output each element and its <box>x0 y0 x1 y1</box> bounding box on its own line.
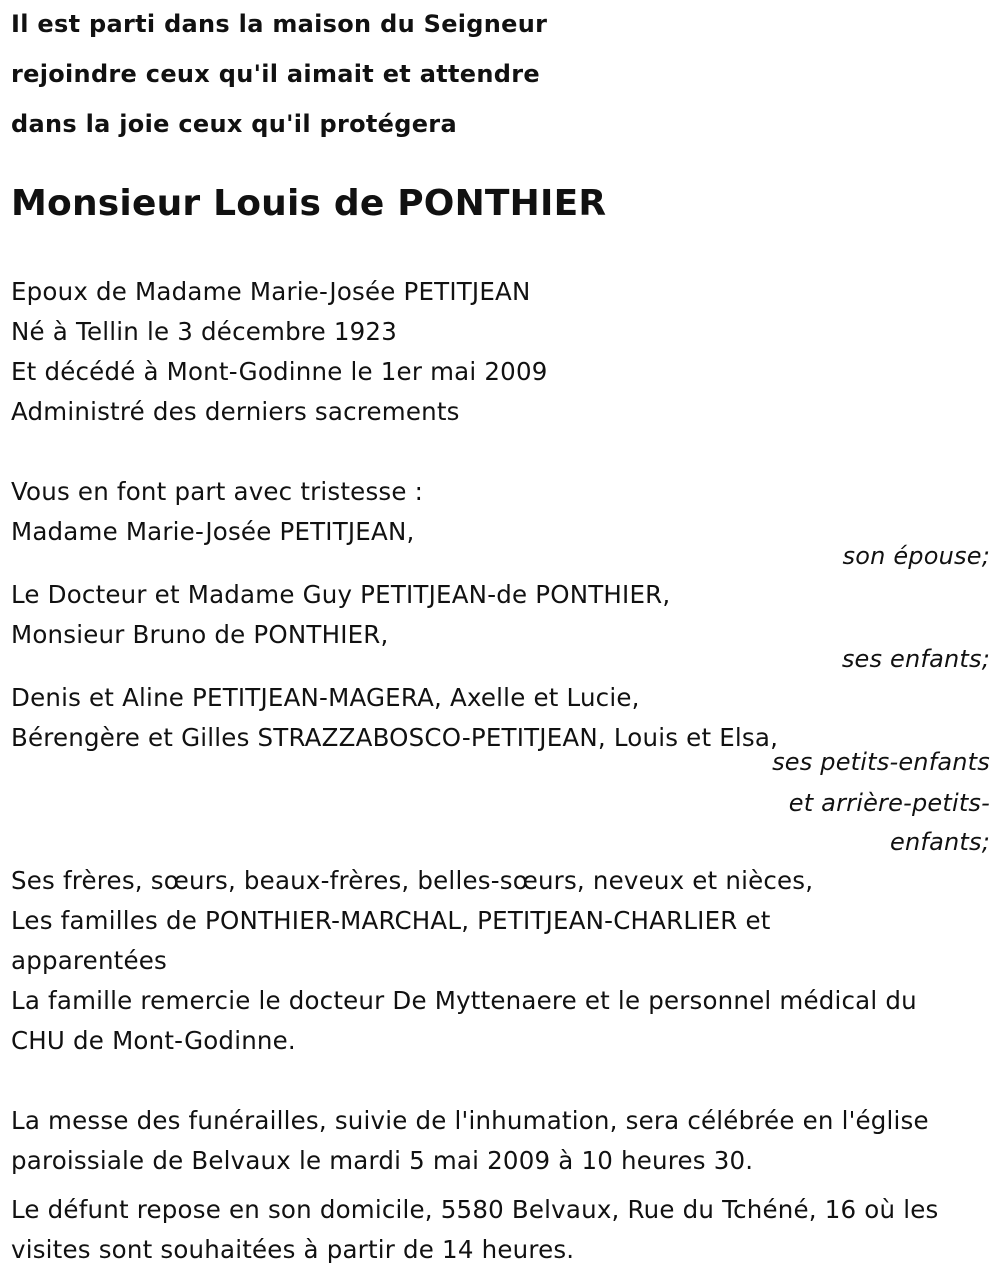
spouse-role: son épouse; <box>842 542 990 570</box>
visits-line-2: visites sont souhaitées à partir de 14 heures. <box>11 1235 575 1264</box>
grandchildren-role-line-3: enfants; <box>890 828 990 856</box>
spouse-name: Madame Marie-Josée PETITJEAN, <box>11 517 415 546</box>
info-line-sacraments: Administré des derniers sacrements <box>11 397 460 426</box>
child-name-1: Le Docteur et Madame Guy PETITJEAN-de PONTHIER, <box>11 580 671 609</box>
announcement-intro: Vous en font part avec tristesse : <box>11 477 424 506</box>
family-line-1: Ses frères, sœurs, beaux-frères, belles-sœurs, neveux et nièces, <box>11 866 814 895</box>
verse-line-2: rejoindre ceux qu'il aimait et attendre <box>11 60 540 88</box>
grandchildren-role-line-2: et arrière-petits- <box>788 789 990 817</box>
info-line-birth: Né à Tellin le 3 décembre 1923 <box>11 317 397 346</box>
verse-line-1: Il est parti dans la maison du Seigneur <box>11 10 548 38</box>
grandchild-line-2: Bérengère et Gilles STRAZZABOSCO-PETITJEAN, Louis et Elsa, <box>11 723 779 752</box>
grandchild-line-1: Denis et Aline PETITJEAN-MAGERA, Axelle et Lucie, <box>11 683 640 712</box>
family-line-3: apparentées <box>11 946 167 975</box>
thanks-line-1: La famille remercie le docteur De Myttenaere et le personnel médical du <box>11 986 917 1015</box>
funeral-line-1: La messe des funérailles, suivie de l'inhumation, sera célébrée en l'église <box>11 1106 929 1135</box>
verse-line-3: dans la joie ceux qu'il protégera <box>11 110 457 138</box>
family-line-2: Les familles de PONTHIER-MARCHAL, PETITJEAN-CHARLIER et <box>11 906 771 935</box>
grandchildren-role-line-1: ses petits-enfants <box>772 748 990 776</box>
children-role: ses enfants; <box>841 645 990 673</box>
thanks-line-2: CHU de Mont-Godinne. <box>11 1026 296 1055</box>
info-line-spouse: Epoux de Madame Marie-Josée PETITJEAN <box>11 277 531 306</box>
child-name-2: Monsieur Bruno de PONTHIER, <box>11 620 389 649</box>
deceased-name: Monsieur Louis de PONTHIER <box>11 183 607 224</box>
funeral-line-2: paroissiale de Belvaux le mardi 5 mai 2009 à 10 heures 30. <box>11 1146 754 1175</box>
visits-line-1: Le défunt repose en son domicile, 5580 Belvaux, Rue du Tchéné, 16 où les <box>11 1195 939 1224</box>
info-line-death: Et décédé à Mont-Godinne le 1er mai 2009 <box>11 357 548 386</box>
